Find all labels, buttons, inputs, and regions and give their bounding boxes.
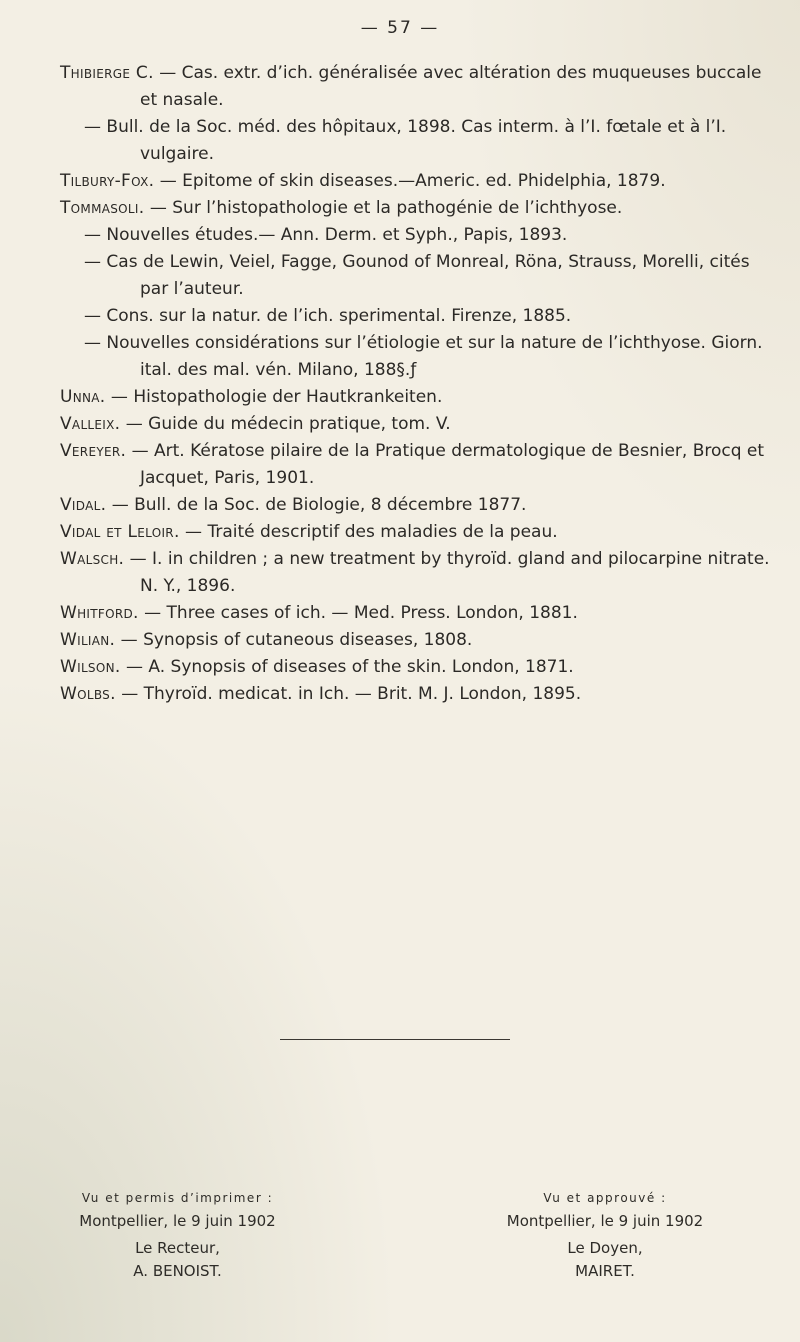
entry-text: Histopathologie der Hautkrankeiten. (133, 387, 443, 407)
entry-author: Unna. (60, 387, 106, 407)
entry-text: Art. Kératose pilaire de la Pratique dermatologique de Besnier, Brocq et Jacquet, Paris, 1901. (140, 441, 765, 488)
bibliography-entry (60, 222, 780, 249)
entry-text: Bull. de la Soc. de Biologie, 8 décembre 1877. (134, 495, 527, 515)
entry-text: Nouvelles études.— Ann. Derm. et Syph., Papis, 1893. (106, 225, 568, 245)
bibliography-entry (60, 600, 780, 627)
bibliography-entry (60, 654, 780, 681)
entry-text: Guide du médecin pratique, tom. V. (148, 414, 451, 434)
bibliography-entry (60, 411, 780, 438)
entry-text: Cas. extr. d’ich. généralisée avec altération des muqueuses buccale et nasale. (140, 63, 762, 110)
bibliography-entry (60, 492, 780, 519)
entry-text: Bull. de la Soc. méd. des hôpitaux, 1898. Cas interm. à l’I. fœtale et à l’I. vulgaire. (106, 117, 727, 164)
entry-author: Thibierge C. (60, 63, 154, 83)
entry-separator: — (84, 225, 107, 245)
approval-place-date: Montpellier, le 9 juin 1902 (506, 1212, 704, 1230)
entry-author: Vidal. (60, 495, 107, 515)
entry-separator: — (106, 495, 135, 515)
entry-author: Valleix. (60, 414, 121, 434)
entry-text: Epitome of skin diseases.—Americ. ed. Phidelphia, 1879. (182, 171, 666, 191)
approval-heading: Vu et approuvé : (543, 1191, 667, 1205)
approval-signatory: MAIRET. (575, 1262, 635, 1280)
entry-separator: — (179, 522, 208, 542)
approval-role: Le Recteur, (135, 1239, 220, 1257)
entry-separator: — (115, 630, 144, 650)
entry-separator: — (154, 171, 183, 191)
approval-rector (50, 1187, 305, 1283)
entry-author: Walsch. (60, 549, 125, 569)
approval-signatory: A. BENOIST. (133, 1262, 222, 1280)
entry-text: A. Synopsis of diseases of the skin. London, 1871. (148, 657, 574, 677)
entry-text: Three cases of ich. — Med. Press. London, 1881. (166, 603, 578, 623)
entry-text: Cas de Lewin, Veiel, Fagge, Gounod of Monreal, Röna, Strauss, Morelli, cités par l’auteur. (106, 252, 750, 299)
entry-separator: — (115, 684, 144, 704)
bibliography-entry (60, 114, 780, 168)
page-number: — 57 — (360, 18, 440, 38)
divider-rule (280, 1039, 510, 1040)
approval-place-date: Montpellier, le 9 juin 1902 (79, 1212, 276, 1230)
entry-separator: — (84, 252, 107, 272)
entry-author: Whitford. (60, 603, 139, 623)
entry-author: Wilian. (60, 630, 116, 650)
entry-text: Synopsis of cutaneous diseases, 1808. (143, 630, 473, 650)
entry-author: Tilbury-Fox. (60, 171, 155, 191)
bibliography-entry (60, 546, 780, 600)
entry-author: Wolbs. (60, 684, 116, 704)
bibliography-entry (60, 60, 780, 114)
bibliography-entry (60, 249, 780, 303)
entry-separator: — (84, 306, 107, 326)
bibliography-entry (60, 303, 780, 330)
entry-text: Thyroïd. medicat. in Ich. — Brit. M. J. London, 1895. (143, 684, 582, 704)
entry-author: Vidal et Leloir. (60, 522, 180, 542)
entry-text: Sur l’histopathologie et la pathogénie de l’ichthyose. (172, 198, 623, 218)
entry-separator: — (153, 63, 182, 83)
entry-separator: — (144, 198, 173, 218)
entry-separator: — (120, 414, 149, 434)
entry-author: Tommasoli. (60, 198, 145, 218)
bibliography-entry (60, 681, 780, 708)
bibliography-entry (60, 195, 780, 222)
approval-heading: Vu et permis d’imprimer : (81, 1191, 274, 1205)
approval-role: Le Doyen, (567, 1239, 643, 1257)
entry-author: Vereyer. (60, 441, 127, 461)
entry-text: I. in children ; a new treatment by thyroïd. gland and pilocarpine nitrate. N. Y., 1896. (140, 549, 770, 596)
entry-separator: — (124, 549, 153, 569)
bibliography-entry (60, 438, 780, 492)
entry-separator: — (84, 333, 107, 353)
bibliography-entry (60, 168, 780, 195)
bibliography-list (60, 60, 780, 708)
bibliography-entry (60, 519, 780, 546)
bibliography-entry (60, 384, 780, 411)
entry-separator: — (105, 387, 134, 407)
entry-separator: — (138, 603, 167, 623)
approval-dean (470, 1187, 740, 1283)
entry-separator: — (84, 117, 107, 137)
bibliography-entry (60, 330, 780, 384)
entry-text: Traité descriptif des maladies de la peau. (207, 522, 558, 542)
entry-separator: — (126, 441, 154, 461)
entry-text: Cons. sur la natur. de l’ich. sperimental. Firenze, 1885. (106, 306, 572, 326)
entry-author: Wilson. (60, 657, 121, 677)
entry-separator: — (120, 657, 149, 677)
bibliography-entry (60, 627, 780, 654)
entry-text: Nouvelles considérations sur l’étiologie et sur la nature de l’ichthyose. Giorn. ital. des mal. vén. Milano, 188§.ƒ (106, 333, 763, 380)
